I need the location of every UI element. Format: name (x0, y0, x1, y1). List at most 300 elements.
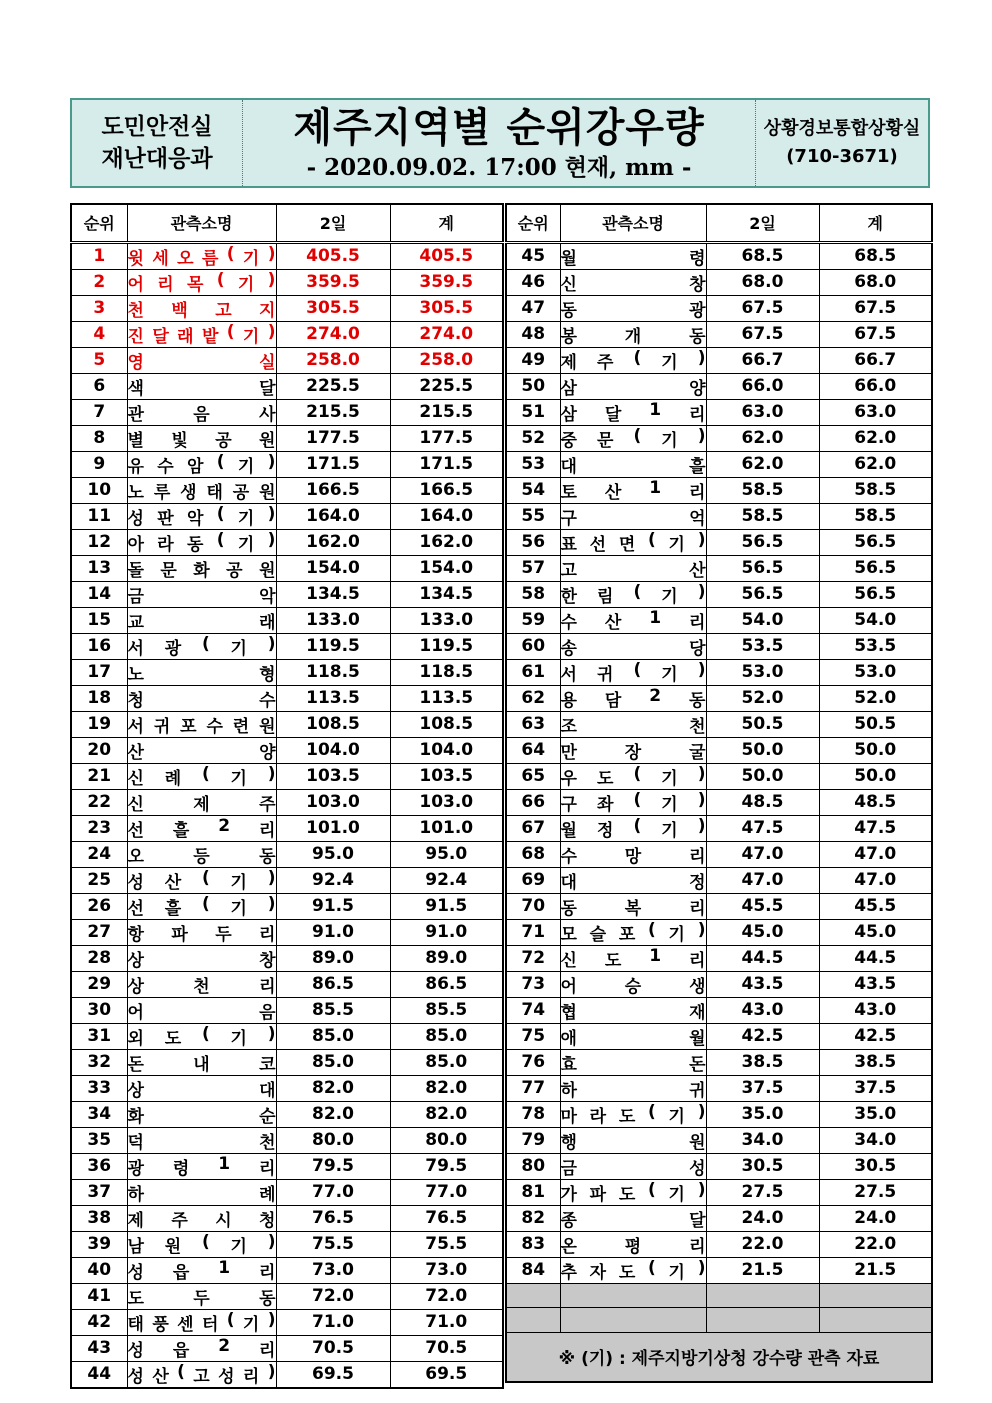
rank-cell: 18 (71, 685, 127, 711)
station-name: 신 제 주 (127, 794, 276, 815)
total-rainfall-cell: 34.0 (819, 1127, 932, 1153)
station-name: 상 창 (127, 950, 276, 971)
station-name-cell (560, 867, 706, 893)
total-rainfall-cell: 45.5 (819, 893, 932, 919)
empty-cell (706, 1308, 819, 1333)
day2-rainfall-cell: 305.5 (276, 295, 390, 321)
day2-rainfall-cell: 21.5 (706, 1257, 819, 1283)
station-name: 효 돈 (560, 1054, 706, 1075)
station-name-cell (560, 373, 706, 399)
station-name-cell (127, 763, 276, 789)
station-name-cell (127, 1361, 276, 1388)
total-rainfall-cell: 45.0 (819, 919, 932, 945)
station-name: 상 천 리 (127, 976, 276, 997)
station-name: 협 재 (560, 1002, 706, 1023)
day2-rainfall-cell: 67.5 (706, 295, 819, 321)
station-name-cell (127, 685, 276, 711)
station-name: 삼 달 1 리 (560, 399, 706, 425)
table-row (506, 737, 932, 763)
station-name: 서 귀 ( 기 ) (560, 659, 706, 685)
rank-cell: 78 (506, 1101, 560, 1127)
day2-rainfall-cell: 177.5 (276, 425, 390, 451)
rank-cell: 22 (71, 789, 127, 815)
column-header-total: 계 (819, 204, 932, 242)
station-name-cell (127, 1049, 276, 1075)
total-rainfall-cell: 119.5 (390, 633, 503, 659)
station-name: 표 선 면 ( 기 ) (560, 529, 706, 555)
station-name: 만 장 굴 (560, 742, 706, 763)
station-name: 행 원 (560, 1132, 706, 1153)
station-name-cell (127, 321, 276, 347)
table-row (506, 555, 932, 581)
rank-cell: 51 (506, 399, 560, 425)
day2-rainfall-cell: 86.5 (276, 971, 390, 997)
total-rainfall-cell: 47.5 (819, 815, 932, 841)
total-rainfall-cell: 24.0 (819, 1205, 932, 1231)
rank-cell: 71 (506, 919, 560, 945)
rank-cell: 61 (506, 659, 560, 685)
station-name: 제 주 ( 기 ) (560, 347, 706, 373)
rank-cell: 70 (506, 893, 560, 919)
rank-cell: 17 (71, 659, 127, 685)
total-rainfall-cell: 50.5 (819, 711, 932, 737)
day2-rainfall-cell: 108.5 (276, 711, 390, 737)
table-row (71, 685, 503, 711)
station-name: 돌 문 화 공 원 (127, 560, 276, 581)
table-row (71, 295, 503, 321)
day2-rainfall-cell: 75.5 (276, 1231, 390, 1257)
table-row (506, 1049, 932, 1075)
station-name-cell (560, 242, 706, 269)
station-name-cell (560, 737, 706, 763)
total-rainfall-cell: 86.5 (390, 971, 503, 997)
day2-rainfall-cell: 50.0 (706, 763, 819, 789)
rank-cell: 8 (71, 425, 127, 451)
table-row (71, 607, 503, 633)
total-rainfall-cell: 56.5 (819, 529, 932, 555)
day2-rainfall-cell: 258.0 (276, 347, 390, 373)
day2-rainfall-cell: 56.5 (706, 529, 819, 555)
station-name: 신 도 1 리 (560, 945, 706, 971)
station-name: 금 악 (127, 586, 276, 607)
total-rainfall-cell: 54.0 (819, 607, 932, 633)
day2-rainfall-cell: 95.0 (276, 841, 390, 867)
station-name: 동 광 (560, 300, 706, 321)
station-name-cell (127, 1179, 276, 1205)
total-rainfall-cell: 171.5 (390, 451, 503, 477)
day2-rainfall-cell: 70.5 (276, 1335, 390, 1361)
day2-rainfall-cell: 47.0 (706, 867, 819, 893)
station-name-cell (560, 1101, 706, 1127)
empty-cell (560, 1283, 706, 1308)
total-rainfall-cell: 274.0 (390, 321, 503, 347)
table-row (71, 633, 503, 659)
rainfall-table-left (70, 203, 504, 1389)
rank-cell: 24 (71, 841, 127, 867)
station-name: 월 령 (560, 248, 706, 269)
day2-rainfall-cell: 52.0 (706, 685, 819, 711)
rank-cell: 27 (71, 919, 127, 945)
station-name: 별 빛 공 원 (127, 430, 276, 451)
table-row (71, 997, 503, 1023)
station-name-cell (127, 1153, 276, 1179)
footnote-row (506, 1332, 932, 1382)
table-row (506, 1127, 932, 1153)
rank-cell: 34 (71, 1101, 127, 1127)
total-rainfall-cell: 22.0 (819, 1231, 932, 1257)
station-name-cell (127, 633, 276, 659)
total-rainfall-cell: 66.0 (819, 373, 932, 399)
table-row (71, 1153, 503, 1179)
table-row (71, 1127, 503, 1153)
station-name-cell (560, 841, 706, 867)
station-name-cell (560, 451, 706, 477)
rank-cell: 29 (71, 971, 127, 997)
total-rainfall-cell: 44.5 (819, 945, 932, 971)
station-name-cell (127, 1335, 276, 1361)
station-name-cell (127, 477, 276, 503)
total-rainfall-cell: 53.5 (819, 633, 932, 659)
station-name: 제 주 시 청 (127, 1210, 276, 1231)
table-row (71, 399, 503, 425)
day2-rainfall-cell: 103.0 (276, 789, 390, 815)
total-rainfall-cell: 82.0 (390, 1075, 503, 1101)
total-rainfall-cell: 177.5 (390, 425, 503, 451)
rank-cell: 41 (71, 1283, 127, 1309)
day2-rainfall-cell: 66.0 (706, 373, 819, 399)
day2-rainfall-cell: 215.5 (276, 399, 390, 425)
station-name-cell (127, 659, 276, 685)
day2-rainfall-cell: 35.0 (706, 1101, 819, 1127)
total-rainfall-cell: 134.5 (390, 581, 503, 607)
total-rainfall-cell: 56.5 (819, 555, 932, 581)
station-name-cell (560, 1049, 706, 1075)
station-name-cell (127, 503, 276, 529)
rank-cell: 43 (71, 1335, 127, 1361)
rank-cell: 11 (71, 503, 127, 529)
table-row (506, 1205, 932, 1231)
rank-cell: 10 (71, 477, 127, 503)
total-rainfall-cell: 30.5 (819, 1153, 932, 1179)
empty-cell (506, 1308, 560, 1333)
rank-cell: 5 (71, 347, 127, 373)
rank-cell: 37 (71, 1179, 127, 1205)
table-row (71, 841, 503, 867)
day2-rainfall-cell: 162.0 (276, 529, 390, 555)
rank-cell: 52 (506, 425, 560, 451)
day2-rainfall-cell: 34.0 (706, 1127, 819, 1153)
table-row (71, 1231, 503, 1257)
total-rainfall-cell: 56.5 (819, 581, 932, 607)
station-name-cell (127, 815, 276, 841)
station-name: 성 산 ( 고 성 리 ) (127, 1361, 276, 1387)
station-name: 동 복 리 (560, 898, 706, 919)
rank-cell: 47 (506, 295, 560, 321)
station-name-cell (560, 815, 706, 841)
station-name-cell (560, 1205, 706, 1231)
day2-rainfall-cell: 43.0 (706, 997, 819, 1023)
day2-rainfall-cell: 85.0 (276, 1049, 390, 1075)
station-name: 관 음 사 (127, 404, 276, 425)
station-name: 어 음 (127, 1002, 276, 1023)
table-row (506, 1179, 932, 1205)
table-row (71, 763, 503, 789)
day2-rainfall-cell: 119.5 (276, 633, 390, 659)
station-name-cell (127, 581, 276, 607)
station-name-cell (127, 919, 276, 945)
total-rainfall-cell: 85.0 (390, 1023, 503, 1049)
empty-cell (819, 1308, 932, 1333)
station-name-cell (127, 893, 276, 919)
station-name: 신 례 ( 기 ) (127, 763, 276, 789)
total-rainfall-cell: 80.0 (390, 1127, 503, 1153)
station-name: 어 리 목 ( 기 ) (127, 269, 276, 295)
rank-cell: 54 (506, 477, 560, 503)
station-name: 아 라 동 ( 기 ) (127, 529, 276, 555)
day2-rainfall-cell: 48.5 (706, 789, 819, 815)
station-name-cell (560, 711, 706, 737)
station-name-cell (560, 1179, 706, 1205)
total-rainfall-cell: 103.5 (390, 763, 503, 789)
day2-rainfall-cell: 91.0 (276, 919, 390, 945)
column-header-day2: 2일 (706, 204, 819, 242)
day2-rainfall-cell: 58.5 (706, 503, 819, 529)
rank-cell: 35 (71, 1127, 127, 1153)
table-row (71, 451, 503, 477)
table-row (506, 1101, 932, 1127)
table-row (71, 1075, 503, 1101)
rank-cell: 80 (506, 1153, 560, 1179)
table-row (71, 477, 503, 503)
table-row (506, 269, 932, 295)
total-rainfall-cell: 85.5 (390, 997, 503, 1023)
day2-rainfall-cell: 225.5 (276, 373, 390, 399)
rank-cell: 69 (506, 867, 560, 893)
station-name-cell (127, 737, 276, 763)
station-name-cell (560, 763, 706, 789)
rank-cell: 38 (71, 1205, 127, 1231)
total-rainfall-cell: 50.0 (819, 737, 932, 763)
rank-cell: 76 (506, 1049, 560, 1075)
table-row (71, 737, 503, 763)
total-rainfall-cell: 162.0 (390, 529, 503, 555)
station-name: 가 파 도 ( 기 ) (560, 1179, 706, 1205)
table-row (71, 321, 503, 347)
total-rainfall-cell: 43.0 (819, 997, 932, 1023)
station-name-cell (127, 1075, 276, 1101)
station-name-cell (127, 425, 276, 451)
rank-cell: 49 (506, 347, 560, 373)
total-rainfall-cell: 66.7 (819, 347, 932, 373)
station-name: 성 산 ( 기 ) (127, 867, 276, 893)
rank-cell: 4 (71, 321, 127, 347)
total-rainfall-cell: 225.5 (390, 373, 503, 399)
station-name-cell (560, 1231, 706, 1257)
station-name: 성 판 악 ( 기 ) (127, 503, 276, 529)
table-row (71, 1101, 503, 1127)
total-rainfall-cell: 133.0 (390, 607, 503, 633)
station-name: 광 령 1 리 (127, 1153, 276, 1179)
day2-rainfall-cell: 89.0 (276, 945, 390, 971)
rank-cell: 31 (71, 1023, 127, 1049)
station-name-cell (127, 1101, 276, 1127)
day2-rainfall-cell: 77.0 (276, 1179, 390, 1205)
station-name-cell (560, 1023, 706, 1049)
rank-cell: 64 (506, 737, 560, 763)
rank-cell: 66 (506, 789, 560, 815)
rank-cell: 3 (71, 295, 127, 321)
table-row (71, 711, 503, 737)
table-row (506, 867, 932, 893)
day2-rainfall-cell: 45.5 (706, 893, 819, 919)
empty-cell (560, 1308, 706, 1333)
total-rainfall-cell: 359.5 (390, 269, 503, 295)
day2-rainfall-cell: 166.5 (276, 477, 390, 503)
station-name-cell (127, 1205, 276, 1231)
table-row (71, 893, 503, 919)
station-name: 추 자 도 ( 기 ) (560, 1257, 706, 1283)
day2-rainfall-cell: 118.5 (276, 659, 390, 685)
rank-cell: 60 (506, 633, 560, 659)
station-name-cell (127, 945, 276, 971)
station-name: 삼 양 (560, 378, 706, 399)
station-name-cell (560, 581, 706, 607)
total-rainfall-cell: 92.4 (390, 867, 503, 893)
rank-cell: 6 (71, 373, 127, 399)
day2-rainfall-cell: 56.5 (706, 555, 819, 581)
day2-rainfall-cell: 68.0 (706, 269, 819, 295)
station-name: 하 례 (127, 1184, 276, 1205)
station-name-cell (127, 997, 276, 1023)
table-row (71, 1283, 503, 1309)
table-row (71, 1205, 503, 1231)
station-name: 영 실 (127, 352, 276, 373)
day2-rainfall-cell: 405.5 (276, 242, 390, 269)
day2-rainfall-cell: 71.0 (276, 1309, 390, 1335)
station-name: 구 억 (560, 508, 706, 529)
table-row (506, 1231, 932, 1257)
rank-cell: 68 (506, 841, 560, 867)
station-name-cell (560, 893, 706, 919)
rainfall-table-right (505, 203, 933, 1383)
rank-cell: 40 (71, 1257, 127, 1283)
station-name: 용 담 2 동 (560, 685, 706, 711)
station-name: 하 귀 (560, 1080, 706, 1101)
rank-cell: 62 (506, 685, 560, 711)
rank-cell: 46 (506, 269, 560, 295)
day2-rainfall-cell: 66.7 (706, 347, 819, 373)
station-name-cell (560, 399, 706, 425)
page-subtitle: - 2020.09.02. 17:00 현재, mm - (306, 154, 692, 181)
station-name-cell (127, 971, 276, 997)
station-name: 오 등 동 (127, 846, 276, 867)
total-rainfall-cell: 70.5 (390, 1335, 503, 1361)
column-header-station: 관측소명 (127, 204, 276, 242)
total-rainfall-cell: 108.5 (390, 711, 503, 737)
office-name: 상황경보통합상황실 (763, 118, 921, 139)
table-row (506, 242, 932, 269)
day2-rainfall-cell: 22.0 (706, 1231, 819, 1257)
station-name-cell (127, 607, 276, 633)
total-rainfall-cell: 79.5 (390, 1153, 503, 1179)
station-name: 진 달 래 밭 ( 기 ) (127, 321, 276, 347)
station-name: 송 당 (560, 638, 706, 659)
day2-rainfall-cell: 37.5 (706, 1075, 819, 1101)
station-name-cell (560, 997, 706, 1023)
rank-cell: 81 (506, 1179, 560, 1205)
total-rainfall-cell: 21.5 (819, 1257, 932, 1283)
office-phone: (710-3671) (786, 146, 898, 167)
day2-rainfall-cell: 154.0 (276, 555, 390, 581)
station-name-cell (560, 269, 706, 295)
day2-rainfall-cell: 45.0 (706, 919, 819, 945)
total-rainfall-cell: 91.0 (390, 919, 503, 945)
station-name: 선 흘 2 리 (127, 815, 276, 841)
rank-cell: 74 (506, 997, 560, 1023)
total-rainfall-cell: 38.5 (819, 1049, 932, 1075)
day2-rainfall-cell: 44.5 (706, 945, 819, 971)
table-row (71, 867, 503, 893)
rank-cell: 79 (506, 1127, 560, 1153)
total-rainfall-cell: 405.5 (390, 242, 503, 269)
total-rainfall-cell: 69.5 (390, 1361, 503, 1388)
rank-cell: 16 (71, 633, 127, 659)
table-row (506, 633, 932, 659)
table-row (506, 347, 932, 373)
table-row (506, 1023, 932, 1049)
station-name-cell (127, 867, 276, 893)
rank-cell: 56 (506, 529, 560, 555)
empty-cell (506, 1283, 560, 1308)
rank-cell: 39 (71, 1231, 127, 1257)
table-row (506, 685, 932, 711)
day2-rainfall-cell: 63.0 (706, 399, 819, 425)
station-name: 남 원 ( 기 ) (127, 1231, 276, 1257)
day2-rainfall-cell: 42.5 (706, 1023, 819, 1049)
total-rainfall-cell: 68.0 (819, 269, 932, 295)
day2-rainfall-cell: 50.0 (706, 737, 819, 763)
day2-rainfall-cell: 68.5 (706, 242, 819, 269)
total-rainfall-cell: 76.5 (390, 1205, 503, 1231)
table-row (71, 269, 503, 295)
station-name: 수 망 리 (560, 846, 706, 867)
day2-rainfall-cell: 82.0 (276, 1101, 390, 1127)
total-rainfall-cell: 52.0 (819, 685, 932, 711)
station-name-cell (560, 919, 706, 945)
station-name: 선 흘 ( 기 ) (127, 893, 276, 919)
rank-cell: 14 (71, 581, 127, 607)
table-row (506, 1153, 932, 1179)
total-rainfall-cell: 164.0 (390, 503, 503, 529)
station-name: 월 정 ( 기 ) (560, 815, 706, 841)
table-row (71, 1023, 503, 1049)
empty-cell (706, 1283, 819, 1308)
station-name-cell (127, 789, 276, 815)
rank-cell: 55 (506, 503, 560, 529)
total-rainfall-cell: 103.0 (390, 789, 503, 815)
day2-rainfall-cell: 54.0 (706, 607, 819, 633)
station-name-cell (560, 945, 706, 971)
station-name-cell (560, 425, 706, 451)
day2-rainfall-cell: 43.5 (706, 971, 819, 997)
station-name: 성 읍 2 리 (127, 1335, 276, 1361)
rank-cell: 65 (506, 763, 560, 789)
rank-cell: 36 (71, 1153, 127, 1179)
rank-cell: 45 (506, 242, 560, 269)
column-header-rank: 순위 (71, 204, 127, 242)
total-rainfall-cell: 43.5 (819, 971, 932, 997)
table-row (506, 815, 932, 841)
